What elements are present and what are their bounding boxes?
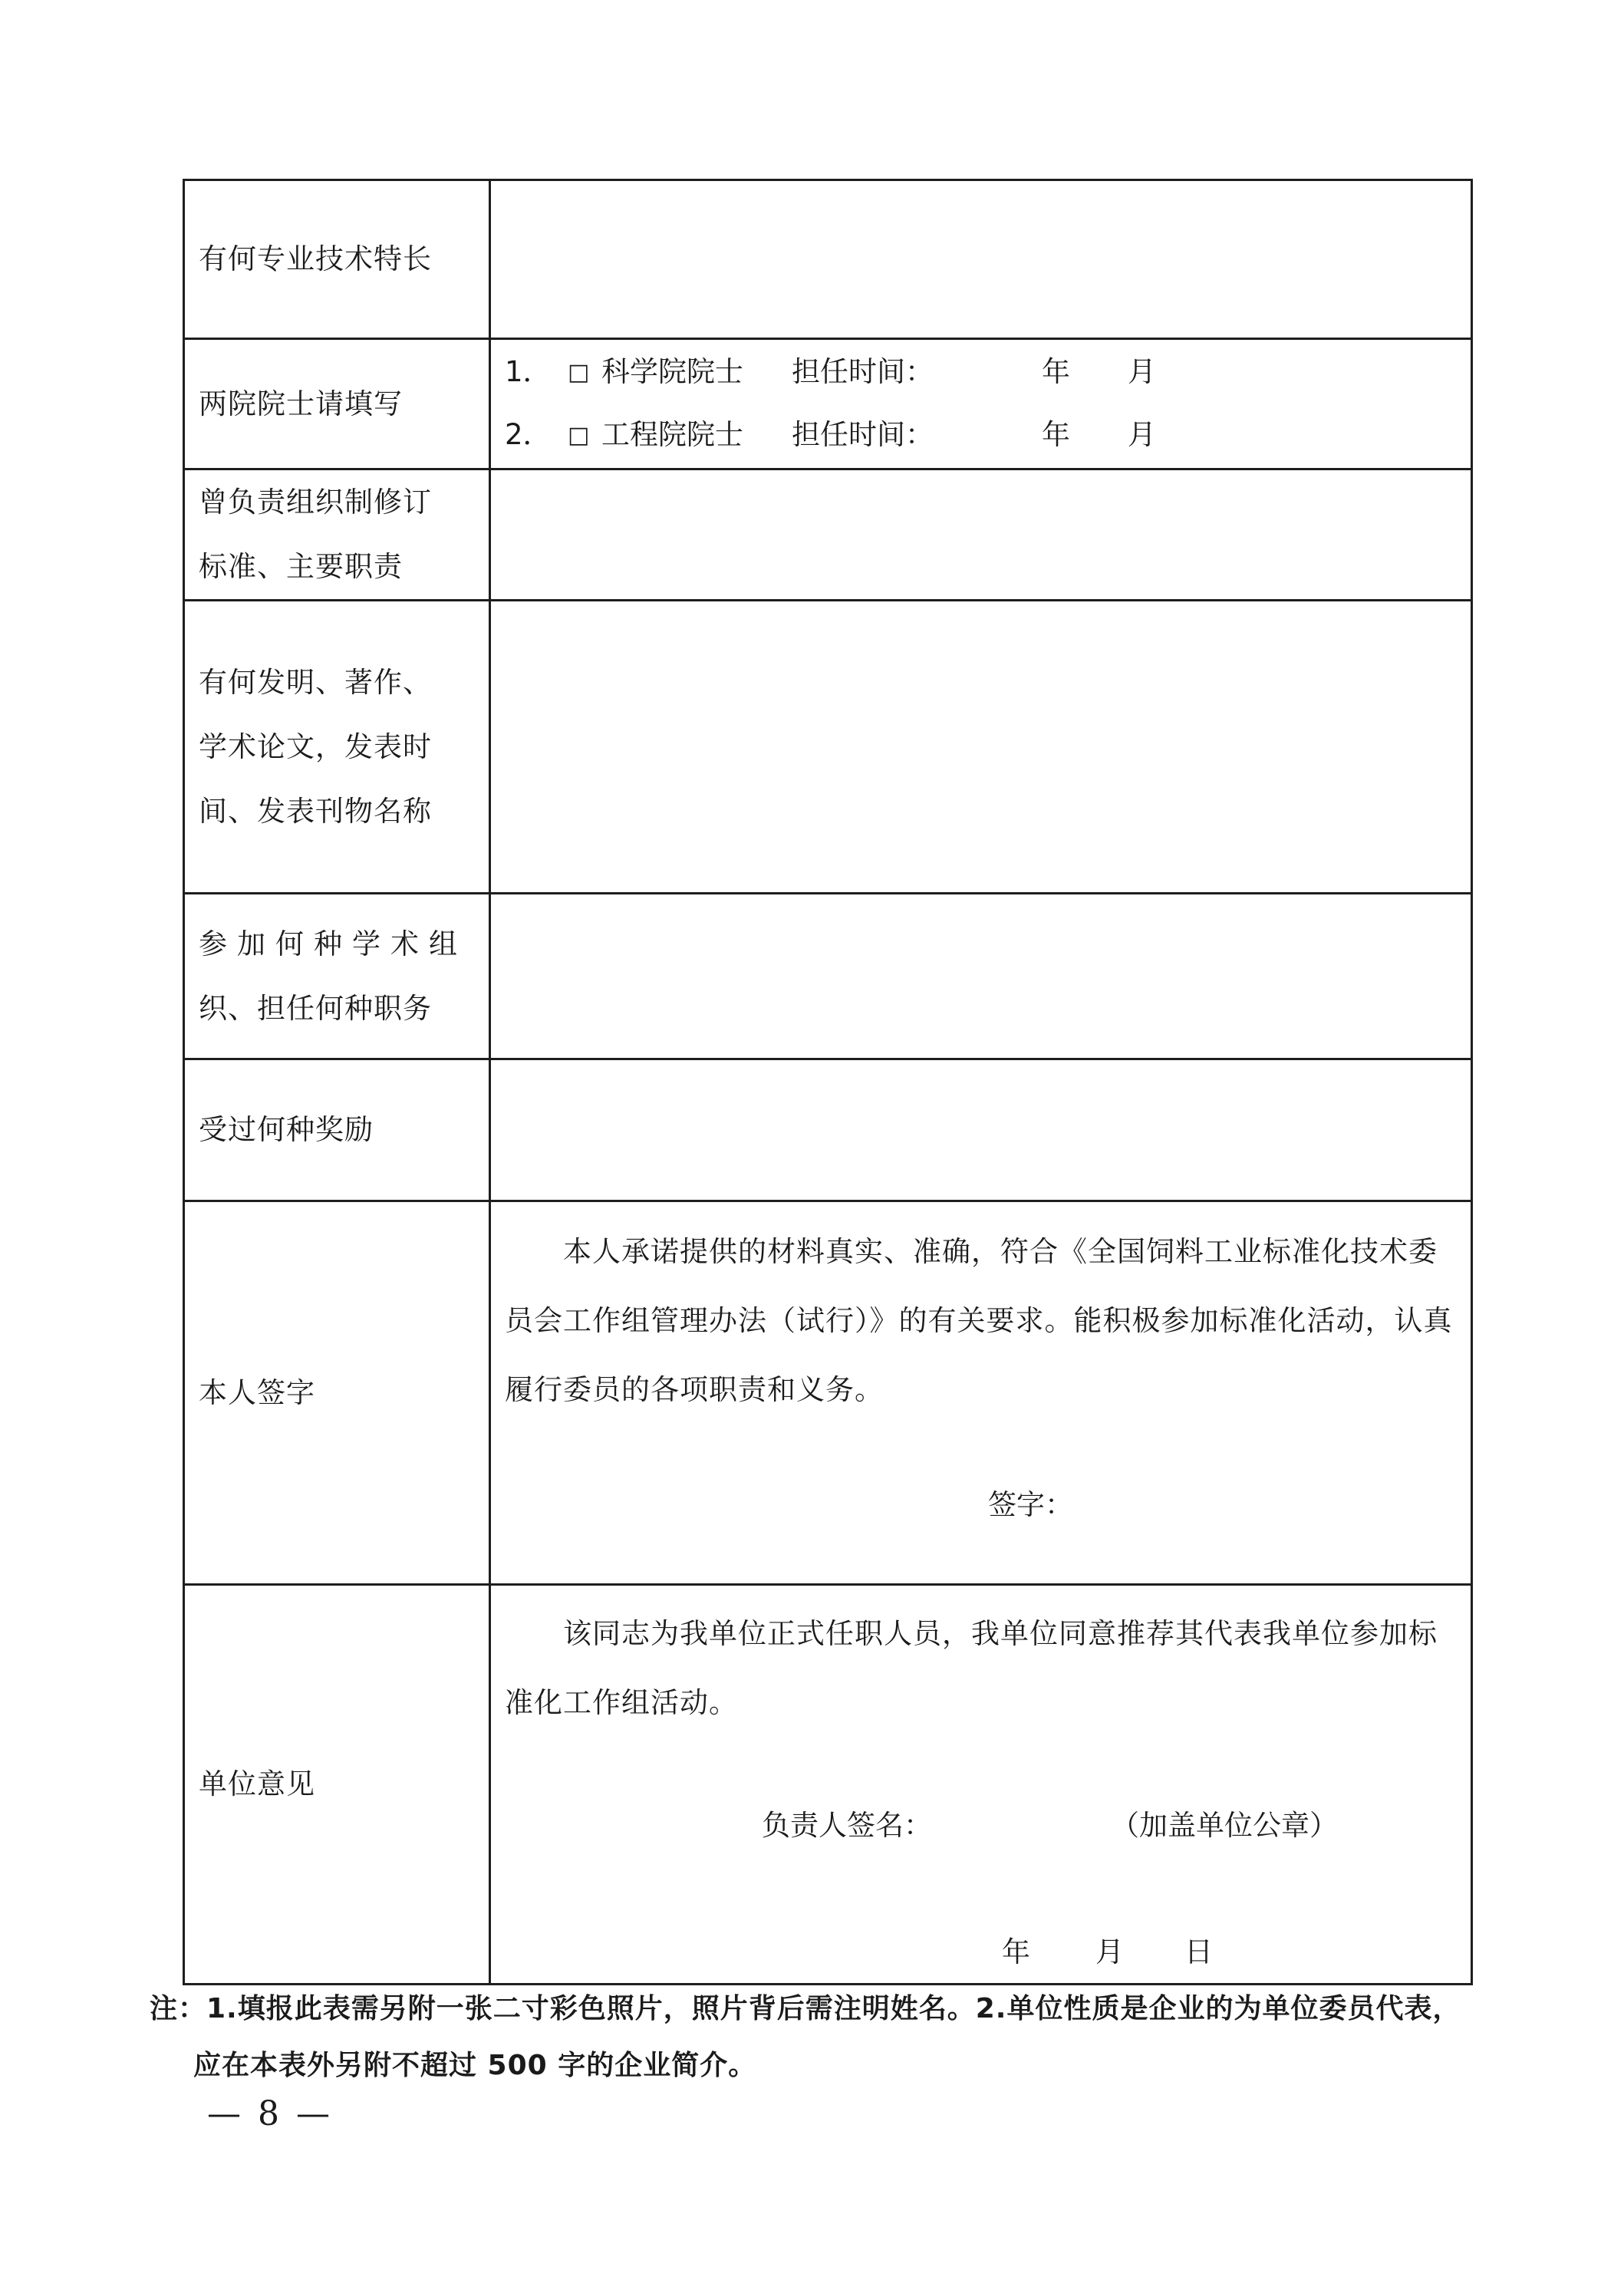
field-organizations[interactable] (490, 894, 1472, 1059)
row-specialty (184, 180, 1472, 339)
row-standards (184, 469, 1472, 601)
row-organizations (184, 894, 1472, 1059)
date-year-label: 年 (1002, 1935, 1030, 1968)
label-publications-line: 间、发表刊物名称 (199, 794, 432, 828)
date-month-label: 月 (1095, 1935, 1124, 1968)
label-academician-text: 两院院士请填写 (199, 387, 403, 420)
label-specialty-text: 有何专业技术特长 (199, 242, 432, 275)
label-standards-line: 标准、主要职责 (199, 550, 403, 583)
application-form-table (183, 179, 1473, 1985)
label-publications-line: 有何发明、著作、 (199, 665, 432, 699)
checkbox-engineering-academician[interactable]: □ (568, 421, 590, 449)
academician-option-engineering (505, 404, 1457, 467)
label-standards-line: 曾负责组织制修订 (199, 486, 432, 519)
unit-date-line (505, 1922, 1457, 1983)
unit-sign-line (505, 1791, 1457, 1860)
label-standards (184, 469, 490, 601)
label-publications-line: 学术论文，发表时 (199, 730, 432, 763)
row-unit-opinion (184, 1585, 1472, 1985)
label-organizations (184, 894, 490, 1059)
row-academician (184, 339, 1472, 469)
field-awards[interactable] (490, 1059, 1472, 1201)
page-number: — 8 — (207, 2094, 333, 2133)
label-organizations-line: 织、担任何种职务 (199, 991, 432, 1025)
row-publications (184, 601, 1472, 894)
year-label: 年 (1042, 355, 1070, 389)
date-day-label: 日 (1184, 1935, 1213, 1968)
academician-option-science (505, 341, 1457, 404)
label-awards (184, 1059, 490, 1201)
unit-opinion-text: 该同志为我单位正式任职人员，我单位同意推荐其代表我单位参加标准化工作组活动。 (505, 1617, 1438, 1719)
label-academician (184, 339, 490, 469)
note-line-2: 应在本表外另附不超过 500 字的企业简介。 (193, 2050, 757, 2081)
time-label: 担任时间： (792, 355, 934, 389)
label-unit-opinion (184, 1585, 490, 1985)
label-specialty (184, 180, 490, 339)
option-label-engineering: 工程院院士 (601, 418, 743, 452)
signature-label[interactable]: 签字： (988, 1488, 1073, 1521)
field-academician (490, 339, 1472, 469)
label-awards-text: 受过何种奖励 (199, 1113, 374, 1146)
time-label: 担任时间： (792, 418, 934, 452)
field-specialty[interactable] (490, 180, 1472, 339)
checkbox-science-academician[interactable]: □ (568, 358, 590, 386)
row-awards (184, 1059, 1472, 1201)
pledge-text: 本人承诺提供的材料真实、准确，符合《全国饲料工业标准化技术委员会工作组管理办法（试行）》的有关要求。能积极参加标准化活动，认真履行委员的各项职责和义务。 (505, 1235, 1453, 1406)
label-publications (184, 601, 490, 894)
year-label: 年 (1042, 418, 1070, 452)
label-signature-text: 本人签字 (199, 1375, 315, 1409)
option-label-science: 科学院院士 (601, 355, 743, 389)
option-number: 2． (505, 418, 552, 452)
head-signature-label[interactable]: 负责人签名： (762, 1809, 932, 1842)
row-signature (184, 1201, 1472, 1585)
seal-label: （加盖单位公章） (1111, 1809, 1338, 1842)
option-number: 1． (505, 355, 552, 389)
field-signature (490, 1201, 1472, 1585)
label-unit-opinion-text: 单位意见 (199, 1767, 315, 1800)
form-notes (150, 1981, 1477, 2094)
month-label: 月 (1128, 418, 1156, 452)
label-organizations-line: 参加何种学术组 (199, 927, 467, 960)
month-label: 月 (1128, 355, 1156, 389)
label-signature (184, 1201, 490, 1585)
field-publications[interactable] (490, 601, 1472, 894)
field-unit-opinion (490, 1585, 1472, 1985)
note-line-1: 注：1.填报此表需另附一张二寸彩色照片，照片背后需注明姓名。2.单位性质是企业的为单位委员代表， (150, 1993, 1461, 2024)
field-standards[interactable] (490, 469, 1472, 601)
